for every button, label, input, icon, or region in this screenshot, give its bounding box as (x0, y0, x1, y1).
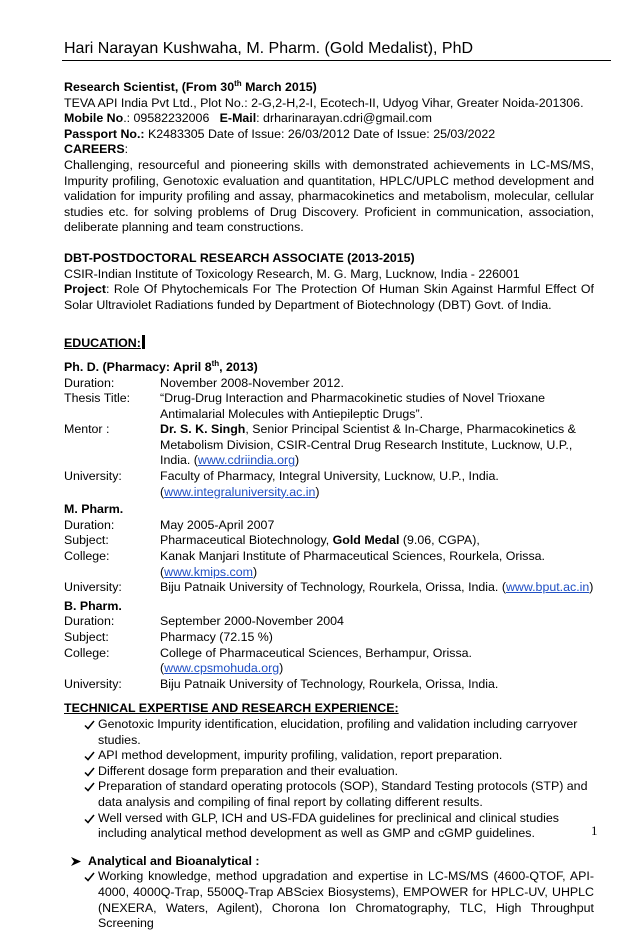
list-item: Well versed with GLP, ICH and US-FDA guidelines for preclinical and clinical studies including analytical method development as well as GMP and cGMP guidelines. (84, 811, 594, 842)
checkmark-icon (84, 811, 98, 842)
checkmark-icon (84, 779, 98, 810)
page-header-title: Hari Narayan Kushwaha, M. Pharm. (Gold Medalist), PhD (64, 40, 474, 57)
mpharm-duration-row: Duration: May 2005-April 2007 (64, 517, 275, 532)
careers-text: Challenging, resourceful and pioneering skills with demonstrated achievements in LC-MS/MS, Impurity profiling, Genotoxic evaluation and quantitation, HPLC/UPLC method development and validation for impurity profiling and assay, pharmacokinetics and metabolism, molecular, cellular studies etc. for solving problems of Drug Discovery. Proficient in communication, association, deliberate planning and team constructions. (64, 157, 594, 235)
checkmark-icon (84, 748, 98, 764)
technical-section (64, 701, 594, 841)
bpharm-block (64, 599, 594, 693)
checkmark-icon (84, 717, 98, 748)
mpharm-college-row: College: Kanak Manjari Institute of Pharmaceutical Sciences, Rourkela, Orissa. (www.kmips.com) (64, 549, 545, 579)
bpharm-subject-row: Subject: Pharmacy (72.15 %) (64, 630, 273, 644)
technical-heading: TECHNICAL EXPERTISE AND RESEARCH EXPERIENCE: (64, 701, 399, 716)
postdoc-title: DBT-POSTDOCTORAL RESEARCH ASSOCIATE (2013-2015) (64, 250, 415, 265)
mpharm-title: M. Pharm. (64, 502, 124, 517)
bpharm-title: B. Pharm. (64, 598, 122, 613)
cpsmohuda-link[interactable]: www.cpsmohuda.org (164, 661, 280, 676)
list-item: API method development, impurity profiling, validation, report preparation. (84, 748, 594, 764)
bpharm-university-row: University: Biju Patnaik University of Technology, Rourkela, Orissa, India. (64, 676, 499, 691)
analytical-heading: Analytical and Bioanalytical : (88, 853, 260, 868)
phd-mentor-row: Mentor : Dr. S. K. Singh, Senior Principal Scientist & In-Charge, Pharmacokinetics & Metabolism Division, CSIR-Central Drug Research Institute, Lucknow, U.P., India. (www.cdriindia.org) (64, 422, 576, 468)
analytical-heading-row (70, 854, 594, 870)
postdoc-section (64, 251, 594, 313)
company-address: TEVA API India Pvt Ltd., Plot No.: 2-G,2-H,2-I, Ecotech-II, Udyog Vihar, Greater Noida-201306. (64, 95, 584, 110)
postdoc-project: Project: Role Of Phytochemicals For The Protection Of Human Skin Against Harmful Effect Of Solar Ultraviolet Radiations funded by Department of Biotechnology (DBT) Govt. of India. (64, 282, 594, 312)
education-section (64, 335, 594, 692)
job-title: Research Scientist, (From 30th March 2015) (64, 78, 317, 94)
page-number: 1 (591, 823, 598, 838)
document-body (64, 80, 594, 932)
phd-block (64, 360, 594, 500)
bpharm-duration-row: Duration: September 2000-November 2004 (64, 614, 344, 629)
integral-university-link[interactable]: www.integraluniversity.ac.in (164, 484, 316, 499)
passport-line: Passport No.: K2483305 Date of Issue: 26/03/2012 Date of Issue: 25/03/2022 (64, 126, 496, 141)
phd-title: Ph. D. (Pharmacy: April 8th, 2013) (64, 358, 258, 374)
bpharm-college-row: College: College of Pharmaceutical Sciences, Berhampur, Orissa. (www.cpsmohuda.org) (64, 645, 472, 676)
text-cursor (142, 335, 145, 349)
careers-label: CAREERS: (64, 142, 129, 157)
checkmark-icon (84, 764, 98, 780)
list-item: Working knowledge, method upgradation and expertise in LC-MS/MS (4600-QTOF, API-4000, 4000Q-Trap, 5500Q-Trap ABSciex Biosystems), EMPOWER for HPLC-UV, UHPLC (NEXERA, Waters, Agilent), Chorona Ion Chromatography, TLC, High Throughput Screening (84, 869, 594, 931)
list-item: Genotoxic Impurity identification, elucidation, profiling and validation including carryover studies. (84, 717, 594, 748)
bput-link[interactable]: www.bput.ac.in (505, 580, 590, 595)
mpharm-university-row: University: Biju Patnaik University of Technology, Rourkela, Orissa, India. (www.bput.ac.in) (64, 580, 594, 595)
education-heading: EDUCATION: (64, 335, 594, 352)
phd-university-row: University: Faculty of Pharmacy, Integral University, Lucknow, U.P., India. (www.integraluniversity.ac.in) (64, 469, 499, 499)
kmips-link[interactable]: www.kmips.com (164, 564, 253, 579)
mpharm-subject-row: Subject: Pharmaceutical Biotechnology, Gold Medal (9.06, CGPA), (64, 533, 480, 548)
postdoc-institute: CSIR-Indian Institute of Toxicology Research, M. G. Marg, Lucknow, India - 226001 (64, 266, 520, 281)
current-position-section (64, 80, 594, 236)
header-divider (62, 60, 611, 61)
arrow-bullet-icon (70, 854, 88, 870)
cdri-link[interactable]: www.cdriindia.org (197, 453, 295, 468)
checkmark-icon (84, 869, 98, 931)
list-item: Preparation of standard operating protocols (SOP), Standard Testing protocols (STP) and data analysis and compiling of final report by collating different results. (84, 779, 594, 810)
phd-thesis-row: Thesis Title: “Drug-Drug Interaction and Pharmacokinetic studies of Novel Trioxane Antimalarial Molecules with Antiepileptic Drugs”. (64, 391, 545, 421)
list-item: Different dosage form preparation and their evaluation. (84, 764, 594, 780)
analytical-section (64, 854, 594, 932)
mpharm-block (64, 502, 594, 596)
contact-line: Mobile No.: 09582232006 E-Mail: drharinarayan.cdri@gmail.com (64, 111, 432, 126)
phd-duration-row: Duration: November 2008-November 2012. (64, 375, 344, 390)
